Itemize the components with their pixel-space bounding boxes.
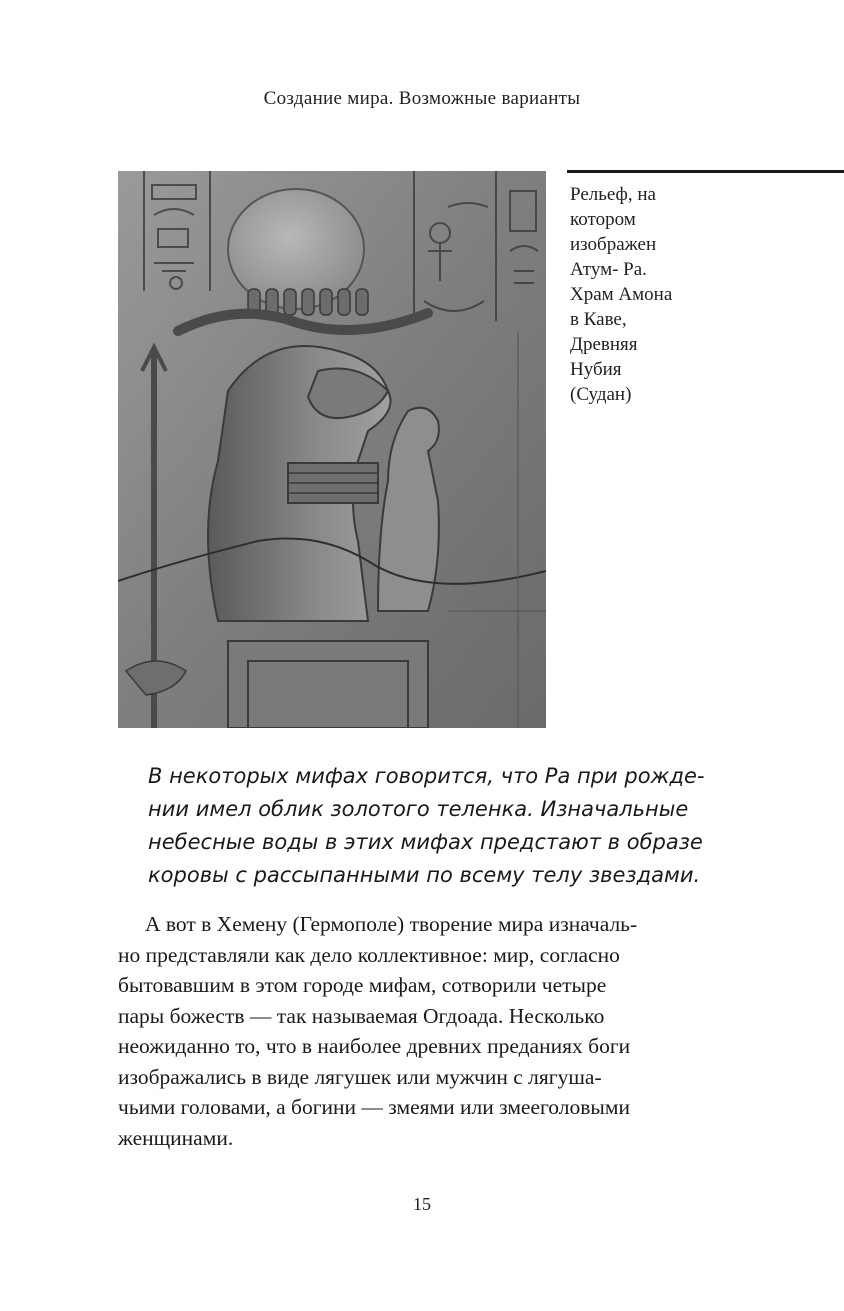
figure-caption xyxy=(570,182,720,407)
caption-line: в Каве, xyxy=(570,309,627,330)
callout-box xyxy=(148,760,708,892)
running-header: Создание мира. Возможные варианты xyxy=(263,88,581,109)
body-line: женщинами. xyxy=(118,1125,234,1150)
caption-line: Атум- Ра. xyxy=(570,259,647,280)
body-line: пары божеств — так называемая Огдоада. Несколько xyxy=(118,1003,605,1028)
callout-line: коровы с рассыпанными по всему телу звездами. xyxy=(148,863,701,887)
body-paragraph xyxy=(118,909,708,1153)
body-line: бытовавшим в этом городе мифам, сотворили четыре xyxy=(118,973,607,997)
body-line: изображались в виде лягушек или мужчин с лягуша- xyxy=(118,1064,602,1089)
caption-line: (Судан) xyxy=(570,384,632,405)
caption-line: изображен xyxy=(570,234,657,255)
page-number: 15 xyxy=(413,1194,431,1214)
caption-line: Рельеф, на xyxy=(570,184,656,205)
relief-photo xyxy=(118,171,546,728)
callout-line: нии имел облик золотого теленка. Изначальные xyxy=(148,797,689,821)
caption-rule xyxy=(567,170,844,173)
caption-line: котором xyxy=(570,209,636,230)
body-line: чьими головами, а богини — змеями или змееголовыми xyxy=(118,1095,630,1119)
body-line: но представляли как дело коллективное: мир, согласно xyxy=(118,942,620,967)
caption-line: Храм Амона xyxy=(570,284,673,305)
body-line: неожиданно то, что в наиболее древних преданиях боги xyxy=(118,1034,631,1058)
body-line: А вот в Хемену (Гермополе) творение мира изначаль- xyxy=(145,912,638,936)
callout-line: небесные воды в этих мифах предстают в образе xyxy=(148,830,703,854)
caption-line: Нубия xyxy=(570,359,622,380)
callout-line: В некоторых мифах говорится, что Ра при рожде- xyxy=(148,764,705,788)
caption-line: Древняя xyxy=(570,334,638,355)
